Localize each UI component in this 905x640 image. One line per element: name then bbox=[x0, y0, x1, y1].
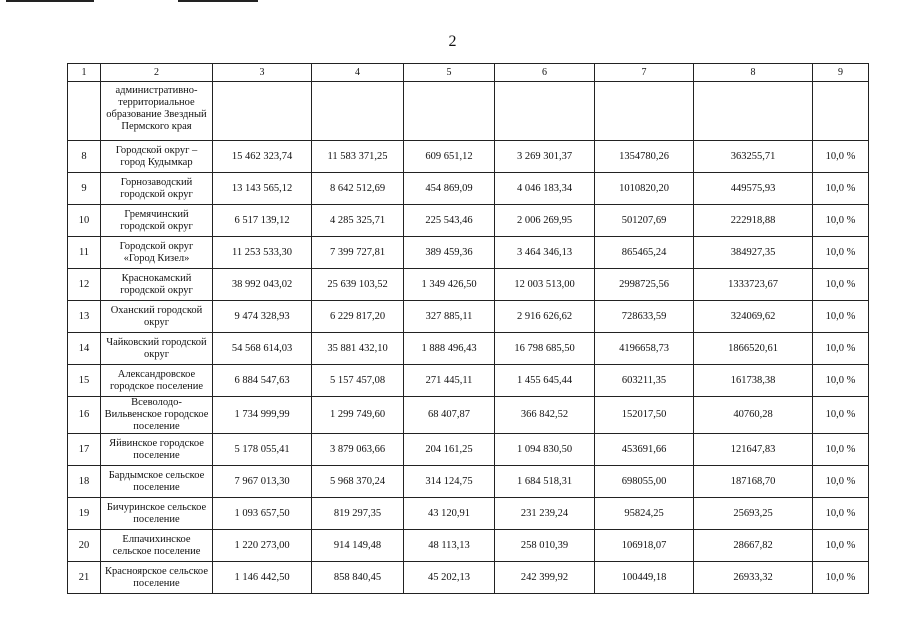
row-number-cell: 15 bbox=[68, 365, 101, 397]
value-cell: 454 869,09 bbox=[404, 173, 495, 205]
value-cell bbox=[694, 82, 813, 141]
value-cell: 5 157 457,08 bbox=[312, 365, 404, 397]
value-cell: 161738,38 bbox=[694, 365, 813, 397]
table-row bbox=[68, 205, 869, 237]
row-number-cell: 9 bbox=[68, 173, 101, 205]
value-cell: 45 202,13 bbox=[404, 562, 495, 594]
percent-cell: 10,0 % bbox=[813, 397, 869, 434]
value-cell: 728633,59 bbox=[595, 301, 694, 333]
value-cell: 242 399,92 bbox=[495, 562, 595, 594]
value-cell: 11 253 533,30 bbox=[213, 237, 312, 269]
percent-cell: 10,0 % bbox=[813, 498, 869, 530]
row-number-cell: 8 bbox=[68, 141, 101, 173]
value-cell: 1 888 496,43 bbox=[404, 333, 495, 365]
table-row bbox=[68, 301, 869, 333]
value-cell: 2998725,56 bbox=[595, 269, 694, 301]
value-cell: 54 568 614,03 bbox=[213, 333, 312, 365]
value-cell: 1866520,61 bbox=[694, 333, 813, 365]
value-cell: 258 010,39 bbox=[495, 530, 595, 562]
value-cell: 1 220 273,00 bbox=[213, 530, 312, 562]
value-cell: 1 093 657,50 bbox=[213, 498, 312, 530]
table-row bbox=[68, 498, 869, 530]
value-cell: 26933,32 bbox=[694, 562, 813, 594]
value-cell: 1333723,67 bbox=[694, 269, 813, 301]
row-number-cell: 20 bbox=[68, 530, 101, 562]
value-cell: 366 842,52 bbox=[495, 397, 595, 434]
value-cell: 1354780,26 bbox=[595, 141, 694, 173]
percent-cell: 10,0 % bbox=[813, 365, 869, 397]
row-number-cell: 14 bbox=[68, 333, 101, 365]
percent-cell: 10,0 % bbox=[813, 562, 869, 594]
value-cell bbox=[595, 82, 694, 141]
percent-cell: 10,0 % bbox=[813, 205, 869, 237]
table-row bbox=[68, 269, 869, 301]
value-cell bbox=[213, 82, 312, 141]
table-row bbox=[68, 434, 869, 466]
column-number: 9 bbox=[813, 64, 869, 82]
value-cell: 6 517 139,12 bbox=[213, 205, 312, 237]
municipality-name-cell: Горнозаводский городской округ bbox=[101, 173, 213, 205]
value-cell: 106918,07 bbox=[595, 530, 694, 562]
table-row bbox=[68, 466, 869, 498]
municipality-name-cell: Красноярское сельское поселение bbox=[101, 562, 213, 594]
municipality-name-cell: административно-территориальное образование Звездный Пермского края bbox=[101, 82, 213, 141]
value-cell: 38 992 043,02 bbox=[213, 269, 312, 301]
table-row bbox=[68, 562, 869, 594]
table-row bbox=[68, 141, 869, 173]
municipality-name-cell: Бичуринское сельское поселение bbox=[101, 498, 213, 530]
value-cell: 1 734 999,99 bbox=[213, 397, 312, 434]
value-cell: 449575,93 bbox=[694, 173, 813, 205]
page-number: 2 bbox=[448, 33, 457, 50]
percent-cell: 10,0 % bbox=[813, 141, 869, 173]
value-cell: 324069,62 bbox=[694, 301, 813, 333]
value-cell: 4196658,73 bbox=[595, 333, 694, 365]
value-cell: 4 046 183,34 bbox=[495, 173, 595, 205]
table-row bbox=[68, 237, 869, 269]
value-cell: 4 285 325,71 bbox=[312, 205, 404, 237]
row-number-cell: 18 bbox=[68, 466, 101, 498]
percent-cell: 10,0 % bbox=[813, 466, 869, 498]
column-number-row bbox=[68, 64, 869, 82]
table-row bbox=[68, 333, 869, 365]
value-cell: 35 881 432,10 bbox=[312, 333, 404, 365]
value-cell: 271 445,11 bbox=[404, 365, 495, 397]
row-number-cell: 11 bbox=[68, 237, 101, 269]
column-number: 2 bbox=[101, 64, 213, 82]
value-cell: 819 297,35 bbox=[312, 498, 404, 530]
value-cell: 12 003 513,00 bbox=[495, 269, 595, 301]
value-cell bbox=[404, 82, 495, 141]
row-number-cell: 12 bbox=[68, 269, 101, 301]
value-cell: 501207,69 bbox=[595, 205, 694, 237]
row-number-cell: 17 bbox=[68, 434, 101, 466]
municipality-name-cell: Яйвинское городское поселение bbox=[101, 434, 213, 466]
table-row bbox=[68, 173, 869, 205]
municipality-name-cell: Чайковский городской округ bbox=[101, 333, 213, 365]
value-cell: 389 459,36 bbox=[404, 237, 495, 269]
value-cell: 6 884 547,63 bbox=[213, 365, 312, 397]
value-cell: 314 124,75 bbox=[404, 466, 495, 498]
value-cell: 152017,50 bbox=[595, 397, 694, 434]
value-cell: 15 462 323,74 bbox=[213, 141, 312, 173]
value-cell: 28667,82 bbox=[694, 530, 813, 562]
value-cell: 187168,70 bbox=[694, 466, 813, 498]
value-cell: 5 968 370,24 bbox=[312, 466, 404, 498]
column-number: 6 bbox=[495, 64, 595, 82]
value-cell: 222918,88 bbox=[694, 205, 813, 237]
percent-cell: 10,0 % bbox=[813, 237, 869, 269]
row-number-cell: 10 bbox=[68, 205, 101, 237]
row-number-cell: 19 bbox=[68, 498, 101, 530]
column-number: 8 bbox=[694, 64, 813, 82]
value-cell: 11 583 371,25 bbox=[312, 141, 404, 173]
top-rule-right bbox=[178, 0, 258, 2]
value-cell: 225 543,46 bbox=[404, 205, 495, 237]
percent-cell: 10,0 % bbox=[813, 333, 869, 365]
value-cell: 609 651,12 bbox=[404, 141, 495, 173]
value-cell: 25 639 103,52 bbox=[312, 269, 404, 301]
value-cell bbox=[312, 82, 404, 141]
budget-table bbox=[67, 63, 869, 594]
table-row bbox=[68, 365, 869, 397]
municipality-name-cell: Бардымское сельское поселение bbox=[101, 466, 213, 498]
table-row bbox=[68, 530, 869, 562]
value-cell: 363255,71 bbox=[694, 141, 813, 173]
value-cell: 100449,18 bbox=[595, 562, 694, 594]
row-number-cell bbox=[68, 82, 101, 141]
column-number: 5 bbox=[404, 64, 495, 82]
value-cell: 3 269 301,37 bbox=[495, 141, 595, 173]
top-rule-left bbox=[6, 0, 94, 2]
value-cell: 8 642 512,69 bbox=[312, 173, 404, 205]
row-number-cell: 16 bbox=[68, 397, 101, 434]
value-cell: 5 178 055,41 bbox=[213, 434, 312, 466]
value-cell: 1 094 830,50 bbox=[495, 434, 595, 466]
value-cell: 384927,35 bbox=[694, 237, 813, 269]
value-cell: 7 399 727,81 bbox=[312, 237, 404, 269]
municipality-name-cell: Городской округ – город Кудымкар bbox=[101, 141, 213, 173]
value-cell: 16 798 685,50 bbox=[495, 333, 595, 365]
municipality-name-cell: Краснокамский городской округ bbox=[101, 269, 213, 301]
table-body bbox=[68, 64, 869, 594]
municipality-name-cell: Гремячинский городской округ bbox=[101, 205, 213, 237]
column-number: 1 bbox=[68, 64, 101, 82]
percent-cell: 10,0 % bbox=[813, 530, 869, 562]
value-cell: 1 299 749,60 bbox=[312, 397, 404, 434]
percent-cell: 10,0 % bbox=[813, 173, 869, 205]
municipality-name-cell: Александровское городское поселение bbox=[101, 365, 213, 397]
value-cell: 3 464 346,13 bbox=[495, 237, 595, 269]
value-cell: 43 120,91 bbox=[404, 498, 495, 530]
value-cell: 603211,35 bbox=[595, 365, 694, 397]
value-cell: 1 146 442,50 bbox=[213, 562, 312, 594]
value-cell: 121647,83 bbox=[694, 434, 813, 466]
value-cell: 68 407,87 bbox=[404, 397, 495, 434]
percent-cell: 10,0 % bbox=[813, 434, 869, 466]
value-cell: 1 455 645,44 bbox=[495, 365, 595, 397]
municipality-name-cell: Оханский городской округ bbox=[101, 301, 213, 333]
table-row bbox=[68, 82, 869, 141]
percent-cell: 10,0 % bbox=[813, 269, 869, 301]
column-number: 7 bbox=[595, 64, 694, 82]
value-cell: 7 967 013,30 bbox=[213, 466, 312, 498]
column-number: 3 bbox=[213, 64, 312, 82]
value-cell: 2 006 269,95 bbox=[495, 205, 595, 237]
row-number-cell: 21 bbox=[68, 562, 101, 594]
value-cell: 1 684 518,31 bbox=[495, 466, 595, 498]
value-cell: 40760,28 bbox=[694, 397, 813, 434]
value-cell: 95824,25 bbox=[595, 498, 694, 530]
value-cell: 48 113,13 bbox=[404, 530, 495, 562]
value-cell: 453691,66 bbox=[595, 434, 694, 466]
value-cell: 698055,00 bbox=[595, 466, 694, 498]
value-cell: 9 474 328,93 bbox=[213, 301, 312, 333]
value-cell: 13 143 565,12 bbox=[213, 173, 312, 205]
value-cell bbox=[495, 82, 595, 141]
percent-cell: 10,0 % bbox=[813, 301, 869, 333]
value-cell: 231 239,24 bbox=[495, 498, 595, 530]
value-cell: 858 840,45 bbox=[312, 562, 404, 594]
value-cell: 1010820,20 bbox=[595, 173, 694, 205]
value-cell: 25693,25 bbox=[694, 498, 813, 530]
value-cell: 327 885,11 bbox=[404, 301, 495, 333]
table-row bbox=[68, 397, 869, 434]
municipality-name-cell: Городской округ «Город Кизел» bbox=[101, 237, 213, 269]
row-number-cell: 13 bbox=[68, 301, 101, 333]
value-cell: 865465,24 bbox=[595, 237, 694, 269]
value-cell: 3 879 063,66 bbox=[312, 434, 404, 466]
value-cell bbox=[813, 82, 869, 141]
value-cell: 204 161,25 bbox=[404, 434, 495, 466]
municipality-name-cell: Елпачихинское сельское поселение bbox=[101, 530, 213, 562]
column-number: 4 bbox=[312, 64, 404, 82]
value-cell: 2 916 626,62 bbox=[495, 301, 595, 333]
value-cell: 6 229 817,20 bbox=[312, 301, 404, 333]
value-cell: 1 349 426,50 bbox=[404, 269, 495, 301]
value-cell: 914 149,48 bbox=[312, 530, 404, 562]
municipality-name-cell: Всеволодо-Вильвенское городское поселение bbox=[101, 397, 213, 434]
